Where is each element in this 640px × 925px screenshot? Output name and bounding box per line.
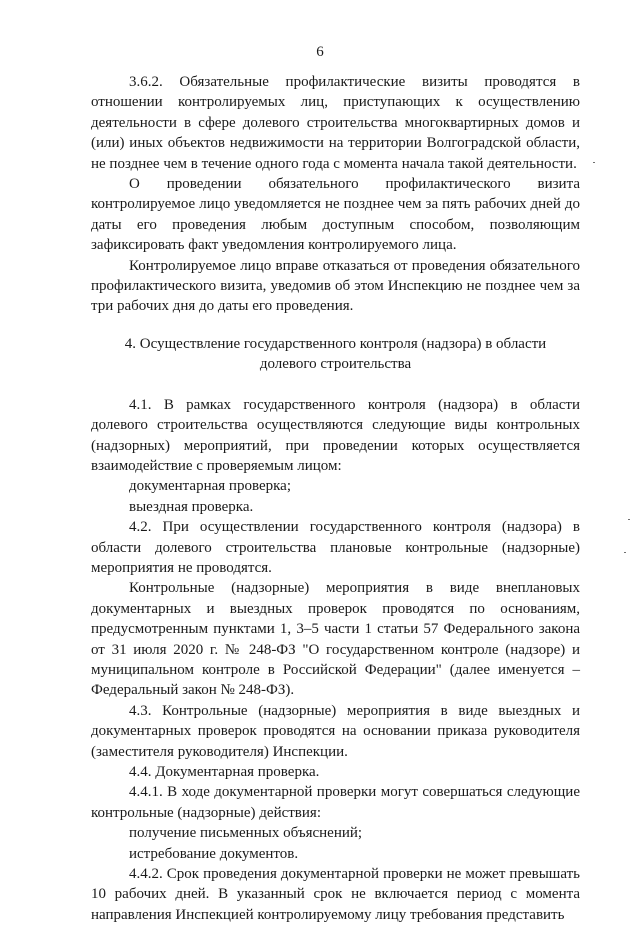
scan-speck — [628, 519, 630, 520]
paragraph-3-6-2: 3.6.2. Обязательные профилактические визиты проводятся в отношении контролируемых лиц, приступающих к осуществлению деятельности в сфере долевого строительства многоквартирных домов и (или) иных объектов недвижимости на территории Волгоградской области, не позднее чем в течение одного года с момента начала такой деятельности. — [91, 74, 580, 172]
paragraph-unscheduled-checks: Контрольные (надзорные) мероприятия в виде внеплановых документарных и выездных проверок проводятся по основаниям, предусмотренным пунктами 1, 3–5 части 1 статьи 57 Федерального закона от 31 июля 2020 г. № 248-ФЗ "О государственном контроле (надзоре) и муниципальном контроле в Российской Федерации" (далее именуется – Федеральный закон № 248-ФЗ). — [91, 580, 580, 699]
scan-speck — [624, 552, 626, 553]
paragraph-4-4-1: 4.4.1. В ходе документарной проверки могут совершаться следующие контрольные (надзорные) действия: — [91, 784, 580, 821]
paragraph-4-4: 4.4. Документарная проверка. — [129, 764, 320, 780]
list-item-document-request: истребование документов. — [129, 845, 299, 862]
scan-speck — [593, 162, 595, 163]
list-item-documentary-check: документарная проверка; — [129, 478, 291, 495]
page-number: 6 — [316, 44, 324, 60]
paragraph-refusal: Контролируемое лицо вправе отказаться от проведения обязательного профилактического визита, уведомив об этом Инспекцию не позднее чем за три рабочих дня до даты его проведения. — [91, 257, 580, 315]
paragraph-4-3: 4.3. Контрольные (надзорные) мероприятия в виде выездных и документарных проверок проводятся на основании приказа руководителя (заместителя руководителя) Инспекции. — [91, 702, 580, 760]
document-body — [91, 72, 580, 925]
list-item-onsite-check: выездная проверка. — [129, 498, 254, 515]
section-heading-line2: долевого строительства — [259, 356, 412, 373]
paragraph-4-4-2: 4.4.2. Срок проведения документарной проверки не может превышать 10 рабочих дней. В указанный срок не включается период с момента направления Инспекцией контролируемому лицу требования представить — [91, 866, 580, 923]
section-heading-line1: 4. Осуществление государственного контроля (надзора) в области — [124, 335, 547, 352]
list-item-written-explanations: получение письменных объяснений; — [129, 825, 363, 842]
paragraph-4-2: 4.2. При осуществлении государственного контроля (надзора) в области долевого строительства плановые контрольные (надзорные) мероприятия не проводятся. — [91, 519, 580, 576]
paragraph-notification: О проведении обязательного профилактического визита контролируемое лицо уведомляется не позднее чем за пять рабочих дней до даты его проведения любым доступным способом, позволяющим зафиксировать факт уведомления контролируемого лица. — [91, 176, 580, 254]
section-heading — [91, 334, 580, 375]
paragraph-4-1: 4.1. В рамках государственного контроля (надзора) в области долевого строительства осуществляются следующие виды контрольных (надзорных) мероприятий, при проведении которых осуществляется взаимодействие с проверяемым лицом: — [91, 396, 580, 474]
